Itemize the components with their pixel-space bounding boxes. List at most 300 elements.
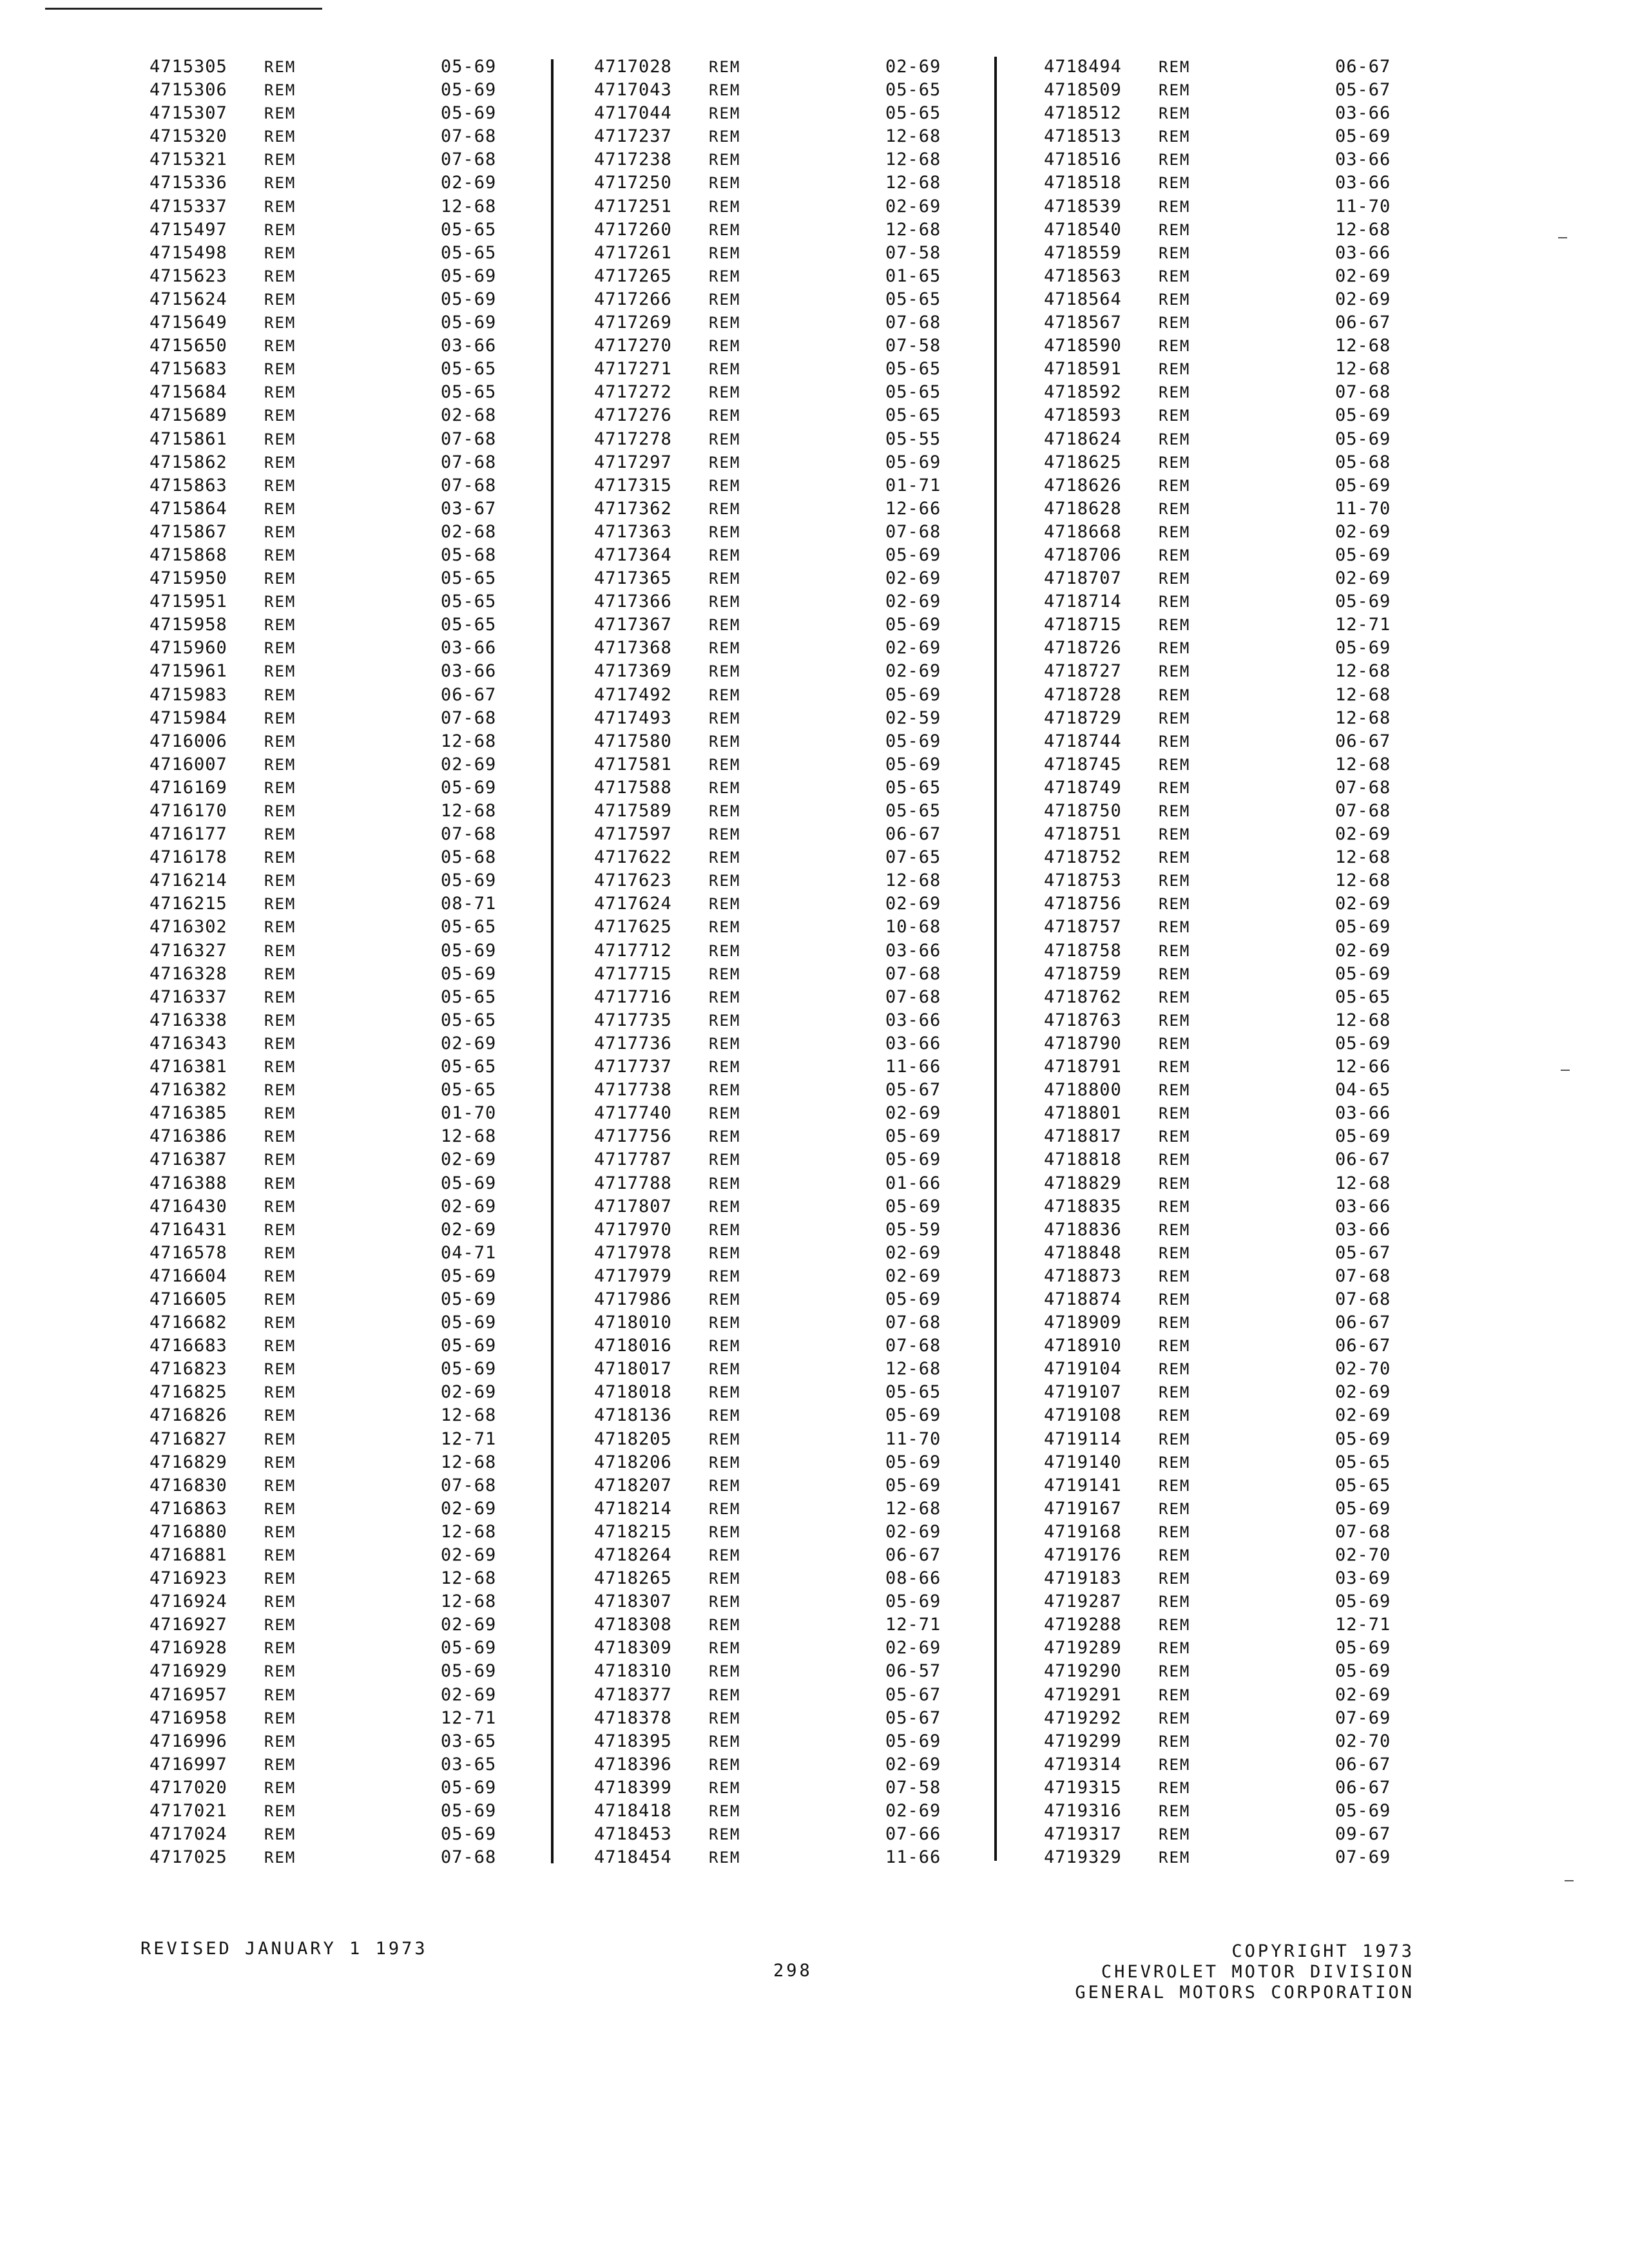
parts-row	[594, 823, 994, 846]
parts-row	[149, 474, 549, 497]
part-number: 4718751	[1044, 824, 1122, 845]
effective-date: 05-69	[885, 1126, 941, 1147]
effective-date: 05-55	[885, 428, 941, 449]
status-code: REM	[1159, 639, 1191, 658]
status-code: REM	[1159, 918, 1191, 937]
parts-row	[1044, 1148, 1443, 1171]
parts-row	[1044, 288, 1443, 311]
parts-row	[149, 1707, 549, 1730]
effective-date: 02-69	[441, 1219, 497, 1240]
status-code: REM	[709, 174, 741, 193]
parts-row	[149, 1590, 549, 1613]
effective-date: 05-65	[1335, 1475, 1391, 1495]
parts-row	[149, 497, 549, 521]
status-code: REM	[709, 570, 741, 588]
parts-row	[594, 1032, 994, 1055]
part-number: 4718910	[1044, 1336, 1122, 1356]
part-number: 4717588	[594, 777, 672, 798]
parts-row	[149, 916, 549, 939]
part-number: 4718800	[1044, 1080, 1122, 1100]
part-number: 4718265	[594, 1568, 672, 1589]
part-number: 4717736	[594, 1033, 672, 1053]
status-code: REM	[1159, 1058, 1191, 1077]
part-number: 4718714	[1044, 591, 1122, 612]
status-code: REM	[1159, 1383, 1191, 1402]
part-number: 4717043	[594, 80, 672, 101]
parts-row	[149, 1637, 549, 1660]
parts-row	[594, 1242, 994, 1265]
effective-date: 01-70	[441, 1103, 497, 1124]
effective-date: 05-69	[885, 1405, 941, 1426]
parts-row	[1044, 1428, 1443, 1451]
effective-date: 05-69	[441, 103, 497, 124]
status-code: REM	[264, 1314, 296, 1332]
status-code: REM	[709, 220, 741, 239]
parts-row	[1044, 1521, 1443, 1544]
parts-row	[594, 79, 994, 102]
effective-date: 02-69	[885, 1521, 941, 1542]
effective-date: 03-66	[441, 661, 497, 682]
part-number: 4719107	[1044, 1382, 1122, 1403]
part-number: 4716923	[149, 1568, 227, 1589]
part-number: 4718628	[1044, 498, 1122, 519]
status-code: REM	[1159, 1128, 1191, 1146]
effective-date: 05-65	[885, 801, 941, 821]
part-number: 4718206	[594, 1452, 672, 1472]
effective-date: 12-68	[441, 196, 497, 216]
parts-row	[594, 869, 994, 892]
part-number: 4718512	[1044, 103, 1122, 124]
status-code: REM	[264, 825, 296, 844]
effective-date: 02-69	[885, 894, 941, 914]
status-code: REM	[709, 1034, 741, 1053]
parts-row	[149, 1451, 549, 1474]
status-code: REM	[264, 872, 296, 890]
status-code: REM	[709, 453, 741, 472]
effective-date: 03-66	[441, 638, 497, 658]
part-number: 4715961	[149, 661, 227, 682]
effective-date: 06-67	[1335, 312, 1391, 333]
part-number: 4719183	[1044, 1568, 1122, 1589]
effective-date: 12-68	[1335, 359, 1391, 380]
part-number: 4718874	[1044, 1289, 1122, 1309]
parts-row	[1044, 776, 1443, 800]
parts-row	[149, 1381, 549, 1404]
status-code: REM	[709, 988, 741, 1006]
part-number: 4718745	[1044, 754, 1122, 774]
parts-row	[1044, 707, 1443, 730]
part-number: 4716957	[149, 1684, 227, 1705]
status-code: REM	[709, 872, 741, 890]
parts-row	[1044, 1474, 1443, 1497]
parts-row	[149, 800, 549, 823]
part-number: 4717260	[594, 219, 672, 240]
parts-row	[1044, 1381, 1443, 1404]
status-code: REM	[1159, 81, 1191, 100]
part-number: 4718307	[594, 1591, 672, 1612]
part-number: 4718818	[1044, 1149, 1122, 1170]
parts-row	[1044, 1707, 1443, 1730]
part-number: 4719176	[1044, 1545, 1122, 1565]
status-code: REM	[264, 104, 296, 123]
part-number: 4717297	[594, 452, 672, 472]
status-code: REM	[709, 360, 741, 379]
effective-date: 11-66	[885, 1057, 941, 1077]
part-number: 4716169	[149, 777, 227, 798]
effective-date: 05-65	[885, 382, 941, 403]
parts-row	[594, 963, 994, 986]
parts-row	[594, 242, 994, 265]
effective-date: 07-68	[885, 1336, 941, 1356]
effective-date: 07-68	[441, 824, 497, 845]
status-code: REM	[264, 383, 296, 402]
parts-column-2	[594, 55, 994, 1869]
parts-row	[149, 1521, 549, 1544]
part-number: 4716328	[149, 963, 227, 984]
part-number: 4717368	[594, 638, 672, 658]
part-number: 4717597	[594, 824, 672, 845]
parts-row	[594, 1404, 994, 1427]
effective-date: 01-66	[885, 1173, 941, 1193]
effective-date: 05-69	[1335, 428, 1391, 449]
effective-date: 02-69	[885, 196, 941, 216]
effective-date: 05-69	[1335, 1498, 1391, 1519]
parts-row	[1044, 474, 1443, 497]
status-code: REM	[1159, 1570, 1191, 1588]
part-number: 4718756	[1044, 894, 1122, 914]
effective-date: 12-68	[1335, 1010, 1391, 1030]
part-number: 4718715	[1044, 615, 1122, 635]
status-code: REM	[709, 290, 741, 309]
part-number: 4718592	[1044, 382, 1122, 403]
status-code: REM	[1159, 337, 1191, 356]
parts-row	[1044, 102, 1443, 125]
status-code: REM	[1159, 1499, 1191, 1518]
copyright-line-3: GENERAL MOTORS CORPORATION	[1075, 1983, 1414, 2003]
part-number: 4717028	[594, 57, 672, 77]
effective-date: 02-69	[441, 173, 497, 193]
part-number: 4715321	[149, 149, 227, 170]
part-number: 4718309	[594, 1638, 672, 1658]
part-number: 4718873	[1044, 1265, 1122, 1286]
part-number: 4715498	[149, 242, 227, 263]
part-number: 4719291	[1044, 1684, 1122, 1705]
effective-date: 12-68	[1335, 219, 1391, 240]
effective-date: 05-69	[441, 1801, 497, 1821]
status-code: REM	[709, 1197, 741, 1216]
part-number: 4716927	[149, 1615, 227, 1635]
effective-date: 07-65	[885, 847, 941, 868]
part-number: 4716382	[149, 1080, 227, 1100]
parts-row	[594, 1172, 994, 1195]
effective-date: 05-69	[1335, 1661, 1391, 1682]
parts-row	[1044, 1404, 1443, 1427]
part-number: 4715684	[149, 382, 227, 403]
parts-row	[1044, 1102, 1443, 1125]
parts-row	[149, 684, 549, 707]
part-number: 4718909	[1044, 1312, 1122, 1333]
effective-date: 06-67	[1335, 1777, 1391, 1798]
status-code: REM	[264, 1267, 296, 1285]
parts-row	[594, 939, 994, 963]
part-number: 4716177	[149, 824, 227, 845]
status-code: REM	[709, 1058, 741, 1077]
status-code: REM	[264, 1197, 296, 1216]
effective-date: 12-71	[441, 1707, 497, 1728]
status-code: REM	[1159, 570, 1191, 588]
part-number: 4718018	[594, 1382, 672, 1403]
effective-date: 12-68	[441, 1591, 497, 1612]
part-number: 4718744	[1044, 731, 1122, 751]
part-number: 4716388	[149, 1173, 227, 1193]
status-code: REM	[1159, 849, 1191, 867]
status-code: REM	[709, 639, 741, 658]
part-number: 4715861	[149, 428, 227, 449]
effective-date: 03-66	[1335, 1103, 1391, 1124]
parts-row	[1044, 1730, 1443, 1753]
status-code: REM	[264, 1662, 296, 1681]
parts-row	[1044, 730, 1443, 753]
status-code: REM	[264, 337, 296, 356]
part-number: 4717735	[594, 1010, 672, 1030]
part-number: 4715305	[149, 57, 227, 77]
effective-date: 07-58	[885, 242, 941, 263]
parts-row	[1044, 1684, 1443, 1707]
effective-date: 02-69	[885, 591, 941, 612]
parts-row	[594, 1334, 994, 1358]
effective-date: 02-69	[1335, 289, 1391, 309]
part-number: 4717238	[594, 149, 672, 170]
parts-row	[594, 1637, 994, 1660]
status-code: REM	[264, 1523, 296, 1541]
effective-date: 05-69	[441, 289, 497, 309]
parts-row	[1044, 1009, 1443, 1032]
parts-row	[1044, 404, 1443, 427]
part-number: 4718564	[1044, 289, 1122, 309]
status-code: REM	[709, 1570, 741, 1588]
status-code: REM	[709, 802, 741, 820]
parts-row	[149, 148, 549, 171]
status-code: REM	[1159, 965, 1191, 983]
parts-row	[149, 311, 549, 334]
part-number: 4718399	[594, 1777, 672, 1798]
part-number: 4719290	[1044, 1661, 1122, 1682]
parts-row	[1044, 1637, 1443, 1660]
effective-date: 08-71	[441, 894, 497, 914]
parts-row	[594, 1474, 994, 1497]
part-number: 4717367	[594, 615, 672, 635]
parts-row	[1044, 311, 1443, 334]
effective-date: 07-69	[1335, 1707, 1391, 1728]
effective-date: 05-59	[885, 1219, 941, 1240]
status-code: REM	[1159, 407, 1191, 425]
parts-row	[594, 55, 994, 79]
effective-date: 02-69	[1335, 824, 1391, 845]
part-number: 4717787	[594, 1149, 672, 1170]
effective-date: 06-67	[885, 1545, 941, 1565]
scan-speck	[1561, 1070, 1570, 1071]
parts-row	[594, 218, 994, 242]
status-code: REM	[264, 499, 296, 518]
effective-date: 05-69	[1335, 963, 1391, 984]
status-code: REM	[264, 616, 296, 635]
status-code: REM	[709, 849, 741, 867]
status-code: REM	[264, 1849, 296, 1867]
effective-date: 01-71	[885, 475, 941, 495]
status-code: REM	[709, 1174, 741, 1193]
effective-date: 05-65	[441, 568, 497, 589]
parts-row	[149, 730, 549, 753]
part-number: 4717278	[594, 428, 672, 449]
part-number: 4719317	[1044, 1824, 1122, 1845]
status-code: REM	[709, 1244, 741, 1262]
parts-row	[1044, 1125, 1443, 1148]
parts-row	[149, 1195, 549, 1218]
parts-row	[149, 1172, 549, 1195]
parts-row	[149, 892, 549, 916]
effective-date: 05-67	[1335, 80, 1391, 101]
status-code: REM	[264, 639, 296, 658]
status-code: REM	[1159, 1476, 1191, 1495]
effective-date: 05-69	[441, 1265, 497, 1286]
effective-date: 05-69	[1335, 1126, 1391, 1147]
effective-date: 02-69	[441, 1498, 497, 1519]
parts-row	[149, 1265, 549, 1288]
effective-date: 07-58	[885, 336, 941, 356]
effective-date: 05-65	[441, 359, 497, 380]
parts-row	[149, 544, 549, 567]
status-code: REM	[1159, 1430, 1191, 1448]
status-code: REM	[1159, 1220, 1191, 1239]
effective-date: 02-68	[441, 521, 497, 542]
parts-row	[594, 1148, 994, 1171]
part-number: 4718817	[1044, 1126, 1122, 1147]
part-number: 4719316	[1044, 1801, 1122, 1821]
effective-date: 03-67	[441, 498, 497, 519]
part-number: 4716682	[149, 1312, 227, 1333]
effective-date: 12-66	[1335, 1057, 1391, 1077]
parts-row	[149, 1730, 549, 1753]
effective-date: 02-69	[885, 568, 941, 589]
part-number: 4718790	[1044, 1033, 1122, 1053]
part-number: 4718207	[594, 1475, 672, 1495]
effective-date: 05-69	[1335, 1428, 1391, 1449]
parts-row	[149, 939, 549, 963]
status-code: REM	[264, 1546, 296, 1564]
status-code: REM	[1159, 197, 1191, 216]
parts-row	[594, 637, 994, 660]
status-code: REM	[264, 988, 296, 1006]
parts-row	[594, 358, 994, 381]
effective-date: 12-68	[441, 801, 497, 821]
part-number: 4718706	[1044, 544, 1122, 565]
parts-row	[149, 590, 549, 613]
part-number: 4715867	[149, 521, 227, 542]
parts-row	[149, 1242, 549, 1265]
status-code: REM	[709, 1593, 741, 1611]
parts-row	[594, 428, 994, 451]
parts-row	[594, 776, 994, 800]
parts-row	[1044, 1079, 1443, 1102]
effective-date: 02-69	[885, 1242, 941, 1263]
part-number: 4718494	[1044, 57, 1122, 77]
parts-row	[1044, 1776, 1443, 1800]
part-number: 4716386	[149, 1126, 227, 1147]
column-divider-1	[551, 59, 554, 1863]
part-number: 4718017	[594, 1359, 672, 1379]
part-number: 4718750	[1044, 801, 1122, 821]
parts-row	[149, 102, 549, 125]
part-number: 4718726	[1044, 638, 1122, 658]
status-code: REM	[264, 1639, 296, 1658]
status-code: REM	[709, 1709, 741, 1727]
effective-date: 05-69	[1335, 591, 1391, 612]
parts-row	[1044, 916, 1443, 939]
part-number: 4719315	[1044, 1777, 1122, 1798]
part-number: 4718835	[1044, 1196, 1122, 1216]
status-code: REM	[264, 1104, 296, 1123]
part-number: 4715950	[149, 568, 227, 589]
status-code: REM	[709, 1802, 741, 1821]
effective-date: 12-68	[885, 1498, 941, 1519]
effective-date: 05-65	[441, 382, 497, 403]
part-number: 4719104	[1044, 1359, 1122, 1379]
parts-row	[1044, 800, 1443, 823]
parts-row	[149, 1218, 549, 1242]
status-code: REM	[264, 895, 296, 914]
effective-date: 05-65	[885, 1382, 941, 1403]
status-code: REM	[264, 1360, 296, 1379]
status-code: REM	[1159, 872, 1191, 890]
part-number: 4718729	[1044, 707, 1122, 728]
parts-row	[594, 311, 994, 334]
status-code: REM	[709, 1383, 741, 1402]
effective-date: 02-69	[885, 661, 941, 682]
effective-date: 12-71	[441, 1428, 497, 1449]
parts-row	[594, 1660, 994, 1683]
status-code: REM	[709, 430, 741, 448]
status-code: REM	[1159, 151, 1191, 169]
parts-row	[1044, 195, 1443, 218]
parts-row	[149, 1753, 549, 1776]
status-code: REM	[709, 1499, 741, 1518]
parts-row	[594, 1590, 994, 1613]
parts-row	[594, 1218, 994, 1242]
parts-row	[1044, 265, 1443, 288]
effective-date: 07-68	[441, 428, 497, 449]
parts-row	[594, 753, 994, 776]
parts-row	[594, 1195, 994, 1218]
status-code: REM	[264, 220, 296, 239]
part-number: 4718752	[1044, 847, 1122, 868]
parts-row	[1044, 1055, 1443, 1079]
status-code: REM	[264, 244, 296, 262]
status-code: REM	[1159, 58, 1191, 76]
parts-row	[594, 1730, 994, 1753]
effective-date: 05-69	[441, 1359, 497, 1379]
effective-date: 11-66	[885, 1847, 941, 1868]
status-code: REM	[709, 1337, 741, 1356]
effective-date: 05-69	[441, 57, 497, 77]
status-code: REM	[264, 1244, 296, 1262]
effective-date: 05-69	[1335, 405, 1391, 426]
status-code: REM	[709, 1825, 741, 1844]
status-code: REM	[264, 1778, 296, 1797]
parts-row	[594, 1079, 994, 1102]
parts-row	[1044, 1032, 1443, 1055]
parts-row	[1044, 939, 1443, 963]
status-code: REM	[709, 1523, 741, 1541]
